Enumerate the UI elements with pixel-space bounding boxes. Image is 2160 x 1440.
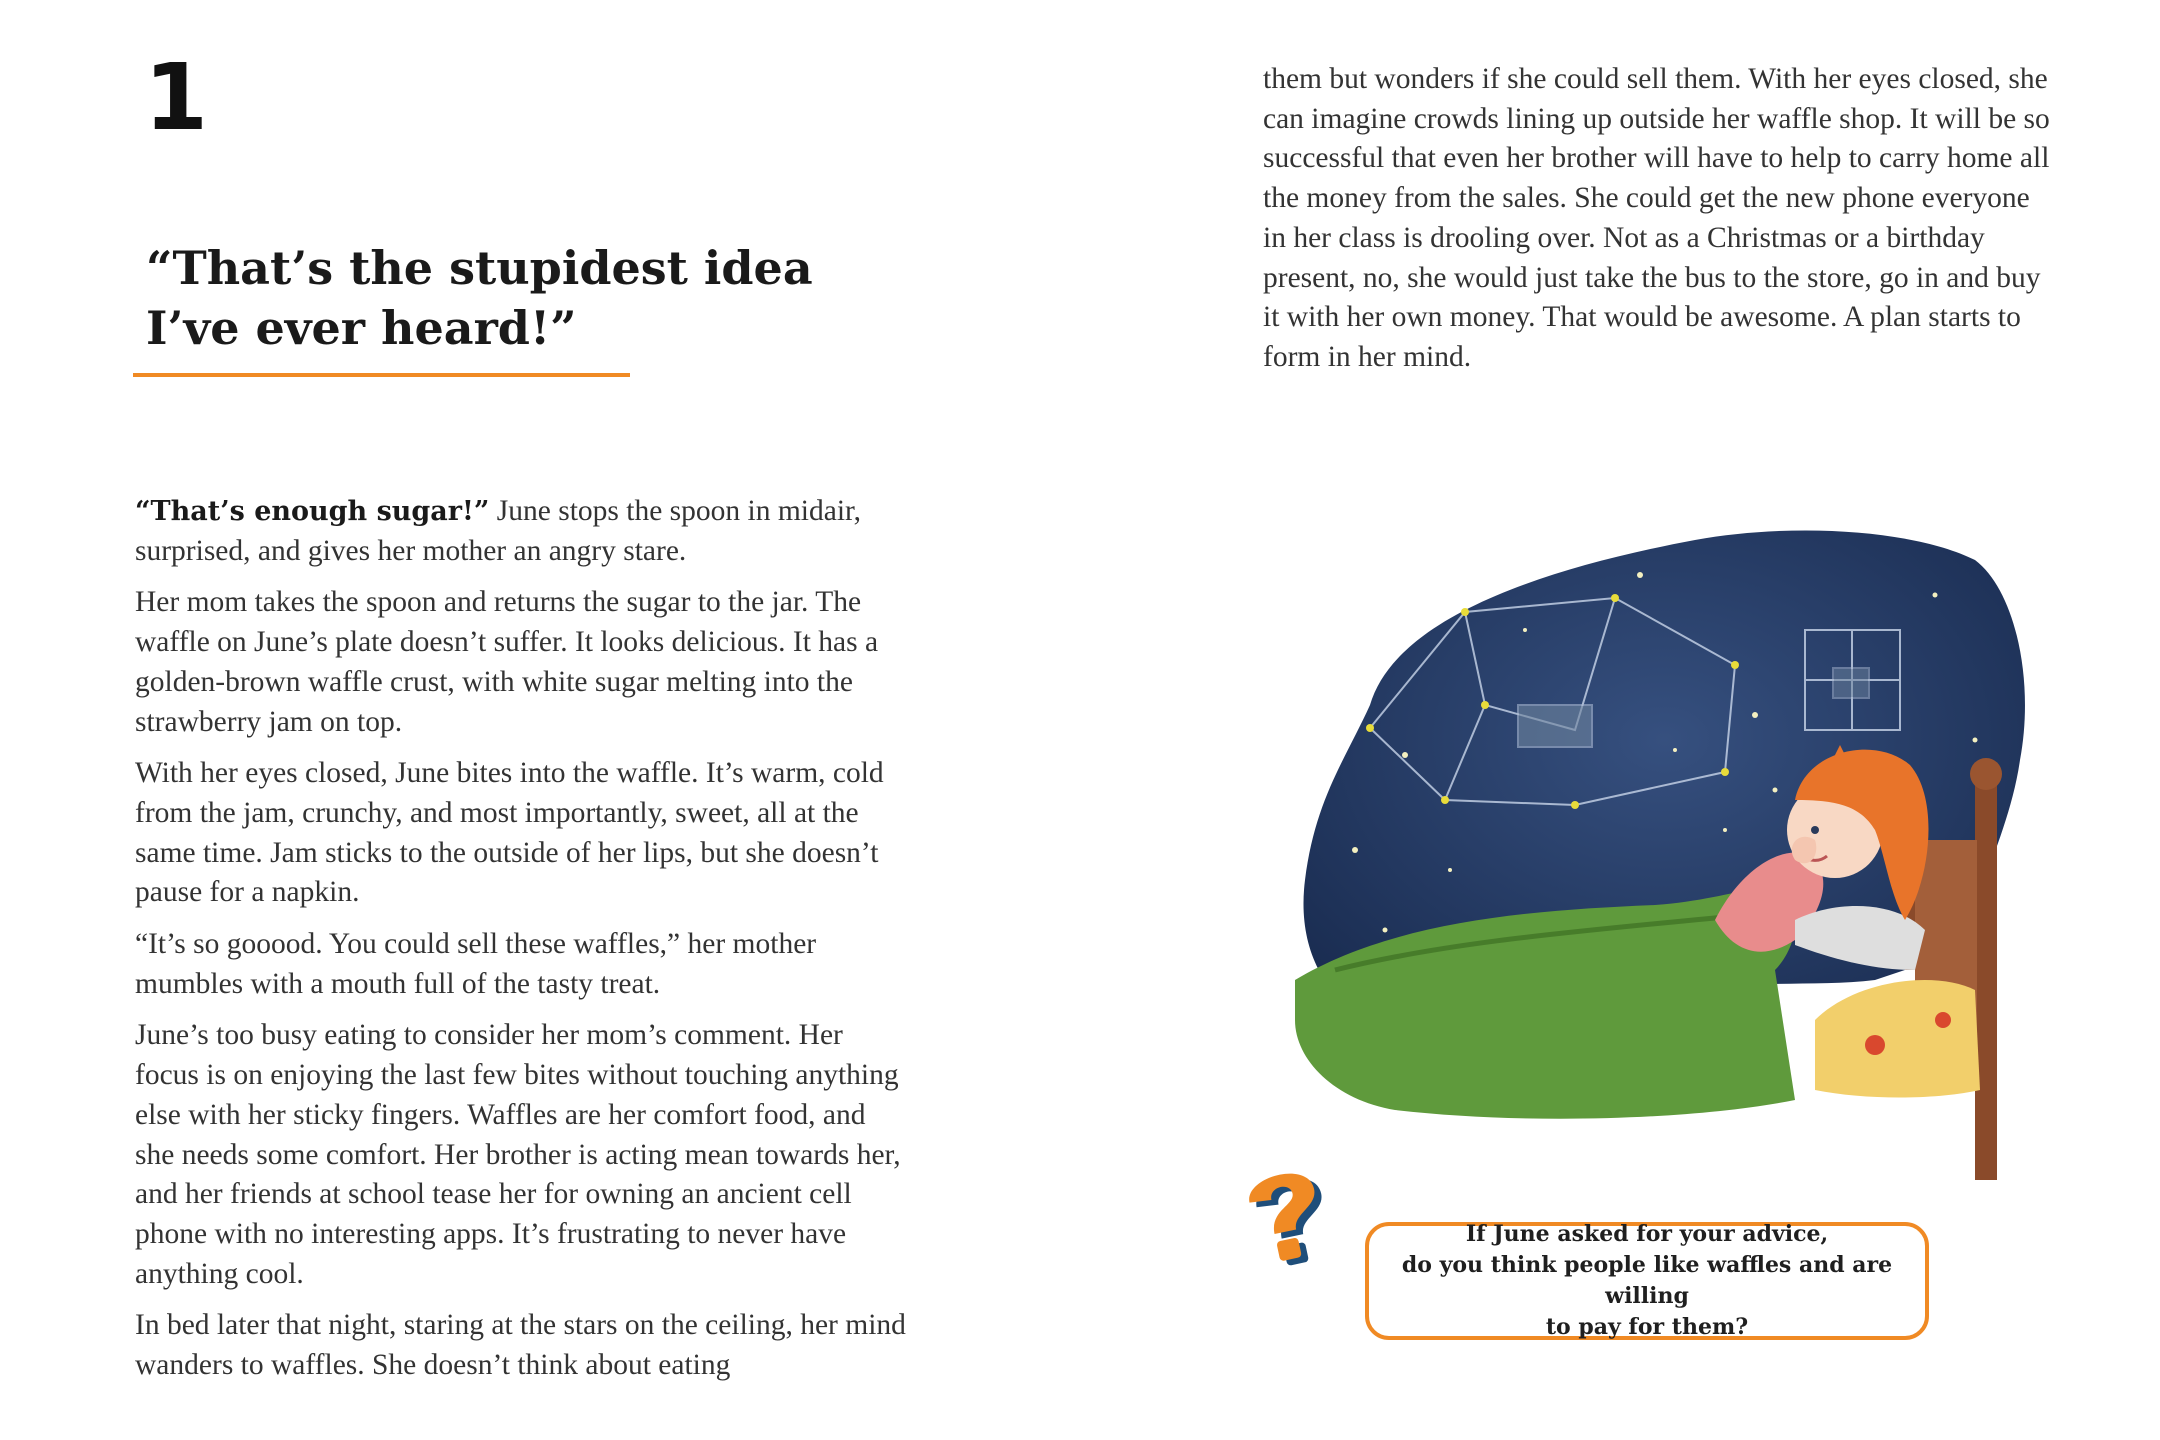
paragraph: “It’s so gooood. You could sell these waffles,” her mother mumbles with a mouth full of the tasty treat. [135, 928, 817, 1000]
chapter-title-line: I’ve ever heard!” [146, 301, 577, 355]
question-line: If June asked for your advice, [1465, 1221, 1829, 1247]
paragraph [135, 492, 910, 571]
chapter-title [146, 238, 866, 358]
pillow-pattern [1935, 1012, 1951, 1028]
lead-dialogue: “That’s enough sugar!” [135, 496, 490, 527]
title-underline [133, 373, 630, 377]
right-body-text: them but wonders if she could sell them. With her eyes closed, she can imagine crowds lining up outside her waffle shop. It will be so successful that even her brother will have to help to carry home all the money from the sales. She could get the new phone everyone in her class is drooling over. Not as a Christmas or a birthday present, no, she would just take the bus to the store, go in and buy it with her own money. That would be awesome. A plan starts to form in her mind. [1263, 63, 2050, 373]
question-line: do you think people like waffles and are willing [1401, 1252, 1893, 1309]
left-body-text [135, 492, 910, 1398]
lead-text: June stops the spoon in midair, surprised, and gives her mother an angry stare. [135, 495, 862, 567]
paragraph: Her mom takes the spoon and returns the sugar to the jar. The waffle on June’s plate doesn’t suffer. It looks delicious. It has a golden-brown waffle crust, with white sugar melting into the strawberry jam on top. [135, 586, 879, 738]
pillow [1815, 980, 1980, 1098]
paragraph: In bed later that night, staring at the stars on the ceiling, her mind wanders to waffles. She doesn’t think about eating [135, 1309, 906, 1382]
paragraph: June’s too busy eating to consider her mom’s comment. Her focus is on enjoying the last few bites without touching anything else with her sticky fingers. Waffles are her comfort food, and she needs some comfort. Her brother is acting mean towards her, and her friends at school tease her for owning an ancient cell phone with no interesting apps. It’s frustrating to never have anything cool. [135, 1019, 901, 1290]
chapter-title-line: “That’s the stupidest idea [146, 241, 813, 295]
paragraph: With her eyes closed, June bites into the waffle. It’s warm, cold from the jam, crunchy, and most importantly, sweet, all at the same time. Jam sticks to the outside of her lips, but she doesn’t pause for a napkin. [135, 757, 884, 909]
question-mark-icon [1237, 1160, 1347, 1270]
chapter-number: 1 [144, 44, 209, 151]
discussion-question-box [1365, 1222, 1929, 1340]
question-line: to pay for them? [1545, 1314, 1749, 1340]
pillow-pattern [1865, 1035, 1885, 1055]
bedtime-illustration [1275, 500, 2035, 1180]
